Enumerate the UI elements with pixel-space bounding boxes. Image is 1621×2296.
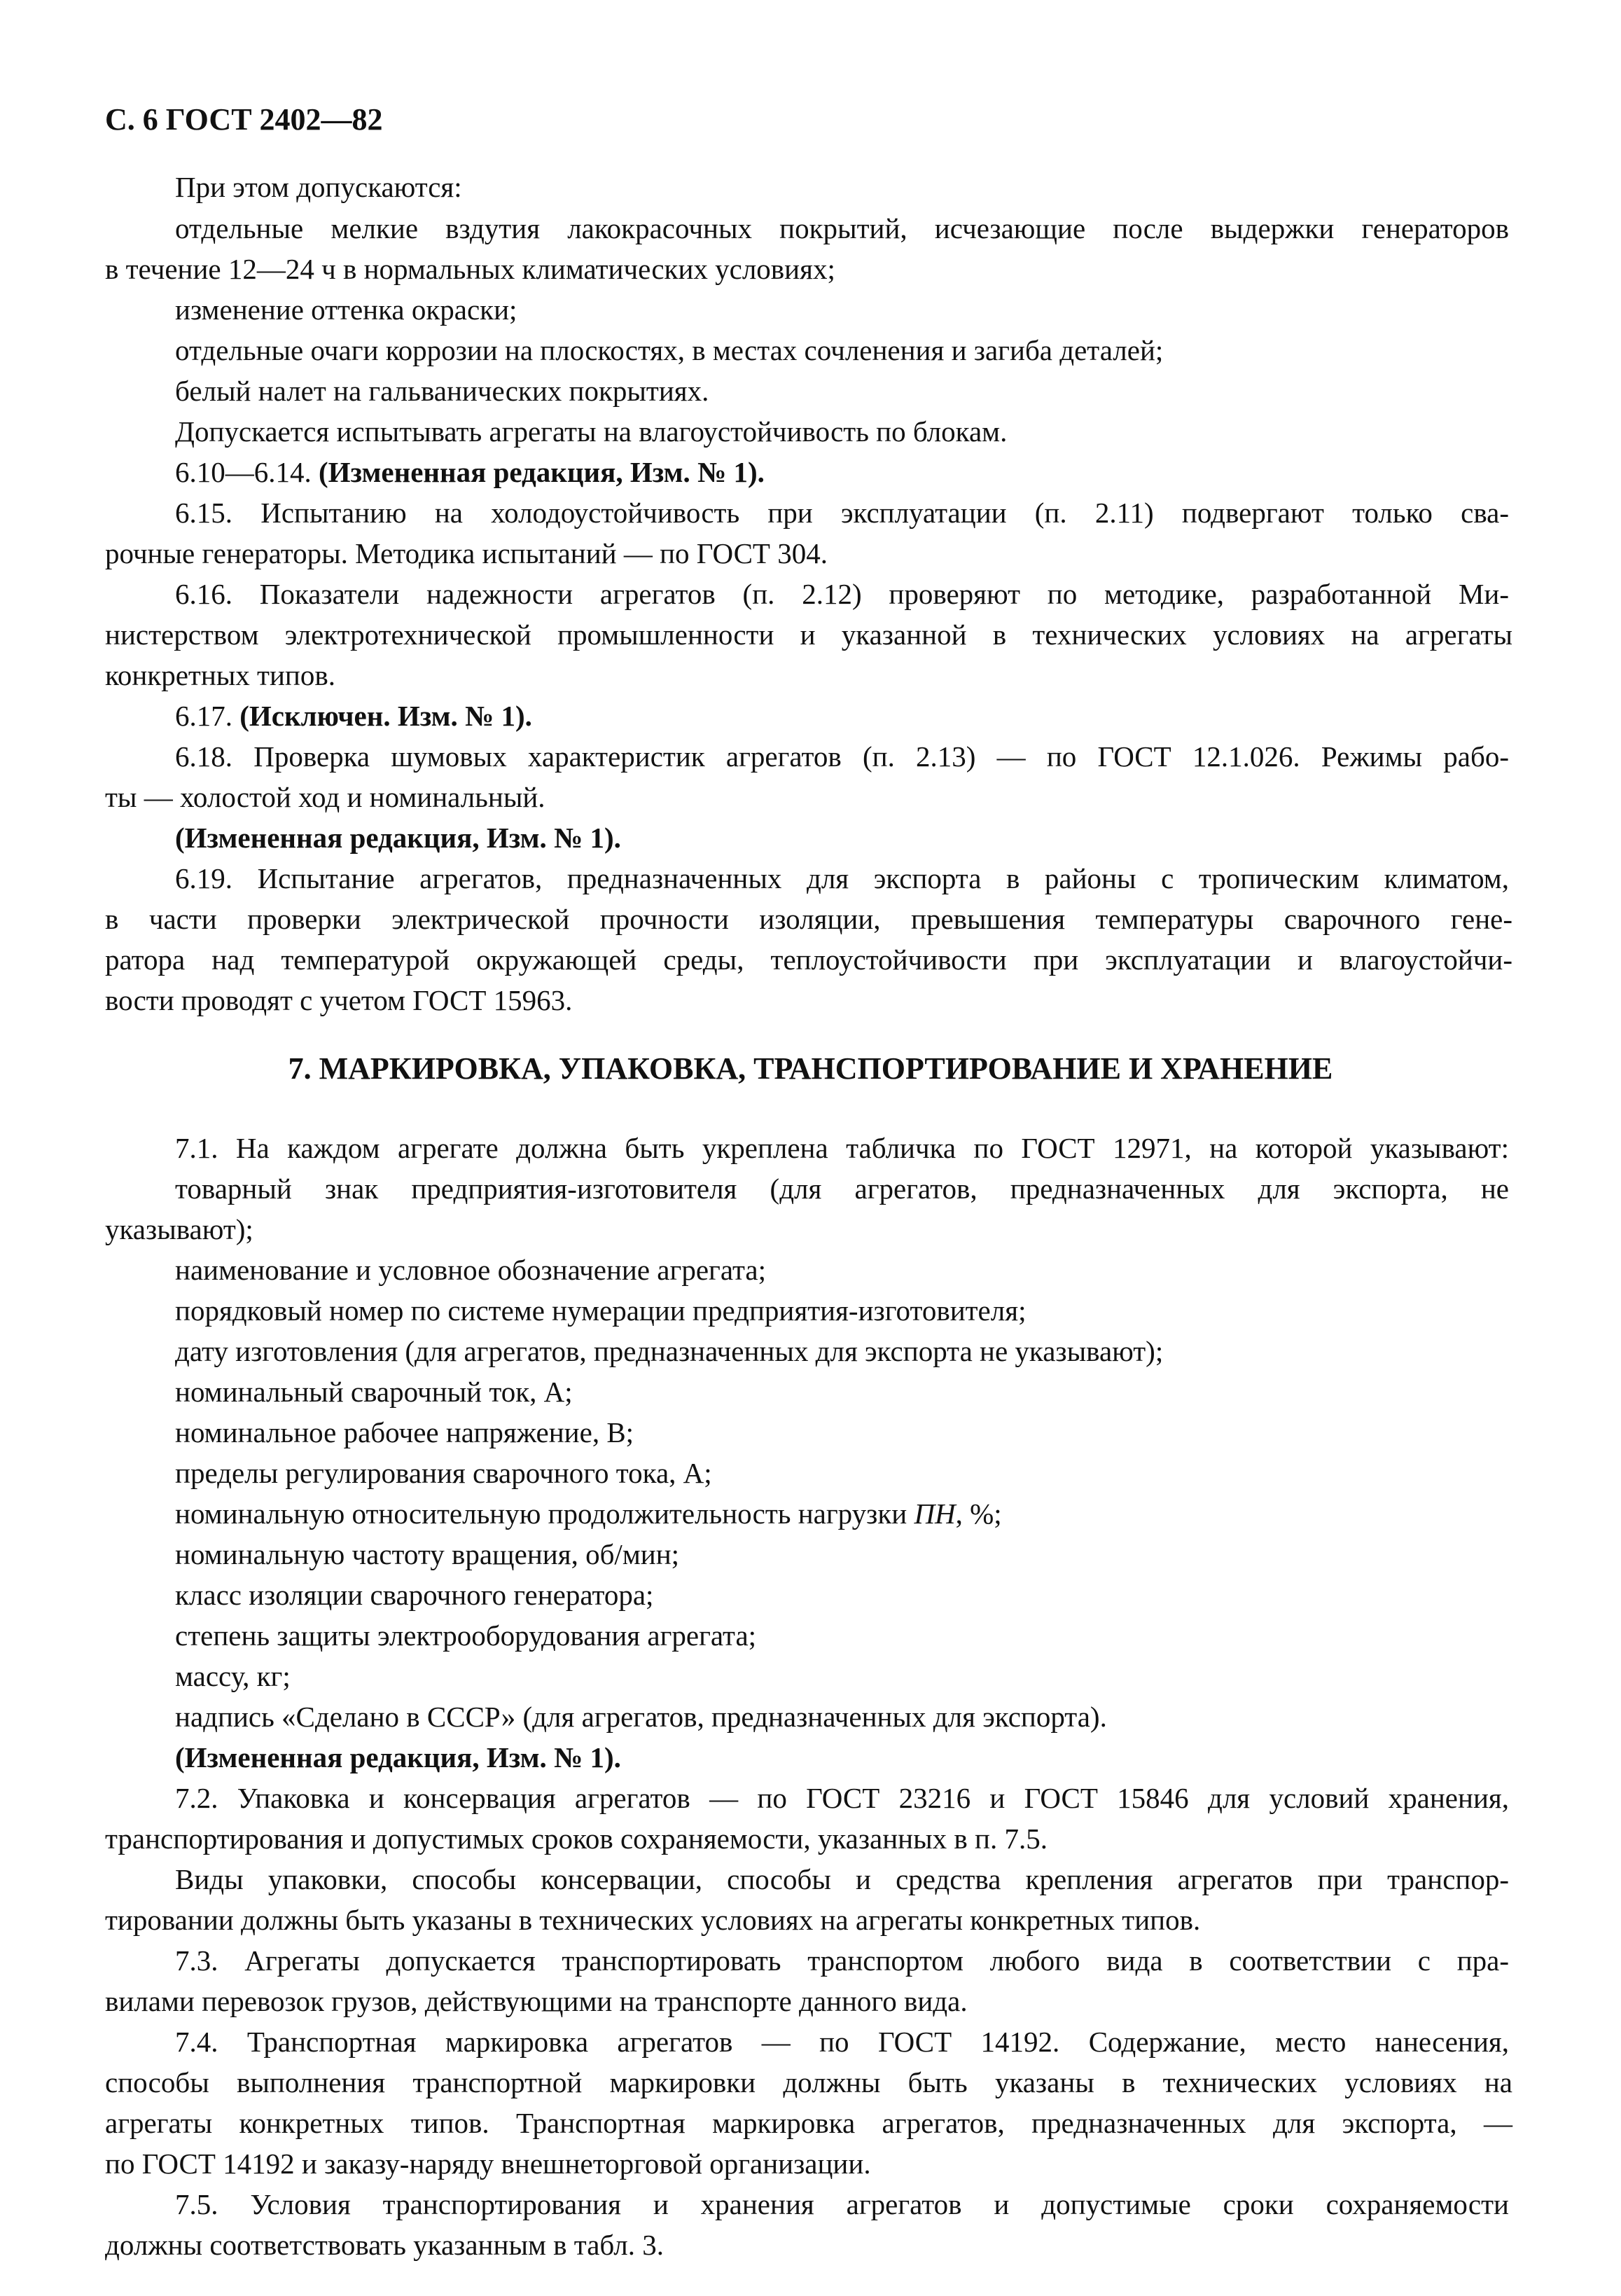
- text-line: пределы регулирования сварочного тока, А;: [175, 1457, 712, 1489]
- text-line: дату изготовления (для агрегатов, предназначенных для экспорта не указывают);: [175, 1335, 1164, 1367]
- text-line: транспортирования и допустимых сроков сохраняемости, указанных в п. 7.5.: [105, 1823, 1048, 1855]
- text-line: в части проверки электрической прочности изоляции, превышения температуры сварочного гене-: [105, 903, 1512, 935]
- text-line: 7.1. На каждом агрегате должна быть укреплена табличка по ГОСТ 12971, на которой указывают:: [175, 1132, 1509, 1164]
- clause-number: 6.10—6.14.: [175, 456, 312, 488]
- text-line: Виды упаковки, способы консервации, способы и средства крепления агрегатов при транспор-: [175, 1863, 1509, 1895]
- text-line: ратора над температурой окружающей среды, теплоустойчивости при эксплуатации и влагоустойчи-: [105, 943, 1512, 976]
- text-line: наименование и условное обозначение агрегата;: [175, 1254, 766, 1286]
- text-line: степень защиты электрооборудования агрегата;: [175, 1619, 757, 1652]
- section-title: 7. МАРКИРОВКА, УПАКОВКА, ТРАНСПОРТИРОВАНИЕ И ХРАНЕНИЕ: [288, 1051, 1333, 1086]
- text-line: класс изоляции сварочного генератора;: [175, 1579, 654, 1611]
- text-segment: номинальную относительную продолжительность нагрузки: [175, 1498, 907, 1530]
- text-line: вости проводят с учетом ГОСТ 15963.: [105, 984, 573, 1016]
- text-line: 6.18. Проверка шумовых характеристик агрегатов (п. 2.13) — по ГОСТ 12.1.026. Режимы рабо-: [175, 740, 1509, 773]
- text-line: номинальный сварочный ток, А;: [175, 1376, 573, 1408]
- text-line: способы выполнения транспортной маркировки должны быть указаны в технических условиях на: [105, 2066, 1512, 2098]
- text-line: изменение оттенка окраски;: [175, 293, 517, 326]
- text-line: [175, 452, 765, 492]
- text-line: белый налет на гальванических покрытиях.: [175, 375, 709, 407]
- text-line: указывают);: [105, 1213, 253, 1245]
- italic-symbol: ПН: [914, 1498, 956, 1530]
- clause-number: 6.17.: [175, 700, 232, 732]
- text-line: номинальную частоту вращения, об/мин;: [175, 1538, 680, 1570]
- text-line: массу, кг;: [175, 1660, 291, 1692]
- text-line: ты — холостой ход и номинальный.: [105, 781, 545, 813]
- text-line: агрегаты конкретных типов. Транспортная маркировка агрегатов, предназначенных для экспорта, —: [105, 2107, 1512, 2139]
- revision-note: (Измененная редакция, Изм. № 1).: [175, 1741, 621, 1773]
- text-line: 7.5. Условия транспортирования и хранения агрегатов и допустимые сроки сохраняемости: [175, 2188, 1509, 2220]
- text-segment: , %;: [955, 1498, 1002, 1530]
- text-line: 6.15. Испытанию на холодоустойчивость при эксплуатации (п. 2.11) подвергают только сва-: [175, 497, 1509, 529]
- text-line: отдельные очаги коррозии на плоскостях, в местах сочленения и загиба деталей;: [175, 334, 1164, 366]
- text-line: 7.2. Упаковка и консервация агрегатов — по ГОСТ 23216 и ГОСТ 15846 для условий хранения,: [175, 1782, 1509, 1814]
- text-line: 6.19. Испытание агрегатов, предназначенных для экспорта в районы с тропическим климатом,: [175, 862, 1509, 894]
- text-line: товарный знак предприятия-изготовителя (для агрегатов, предназначенных для экспорта, не: [175, 1173, 1509, 1205]
- text-line: по ГОСТ 14192 и заказу-наряду внешнеторговой организации.: [105, 2148, 871, 2180]
- text-line: порядковый номер по системе нумерации предприятия-изготовителя;: [175, 1294, 1027, 1327]
- text-line: отдельные мелкие вздутия лакокрасочных покрытий, исчезающие после выдержки генераторов: [175, 212, 1509, 244]
- text-line: Допускается испытывать агрегаты на влагоустойчивость по блокам.: [175, 415, 1008, 448]
- text-line: должны соответствовать указанным в табл. 3.: [105, 2229, 664, 2261]
- text-line: номинальное рабочее напряжение, В;: [175, 1416, 634, 1448]
- excluded-note: (Исключен. Изм. № 1).: [239, 700, 532, 732]
- text-line: конкретных типов.: [105, 659, 335, 691]
- revision-note: (Измененная редакция, Изм. № 1).: [175, 822, 621, 854]
- page-header: С. 6 ГОСТ 2402—82: [105, 102, 383, 137]
- text-line: тировании должны быть указаны в технических условиях на агрегаты конкретных типов.: [105, 1904, 1201, 1936]
- text-line: 7.4. Транспортная маркировка агрегатов — по ГОСТ 14192. Содержание, место нанесения,: [175, 2026, 1509, 2058]
- text-line: При этом допускаются:: [175, 171, 462, 203]
- text-line: в течение 12—24 ч в нормальных климатических условиях;: [105, 253, 835, 285]
- text-line: надпись «Сделано в СССР» (для агрегатов, предназначенных для экспорта).: [175, 1701, 1107, 1733]
- text-line: рочные генераторы. Методика испытаний — по ГОСТ 304.: [105, 537, 828, 569]
- text-line: 7.3. Агрегаты допускается транспортировать транспортом любого вида в соответствии с пра-: [175, 1944, 1509, 1977]
- text-line: [175, 1493, 1002, 1534]
- text-line: вилами перевозок грузов, действующими на транспорте данного вида.: [105, 1985, 968, 2017]
- text-line: 6.16. Показатели надежности агрегатов (п. 2.12) проверяют по методике, разработанной Ми-: [175, 578, 1509, 610]
- text-line: [175, 696, 532, 736]
- text-line: нистерством электротехнической промышленности и указанной в технических условиях на агрегаты: [105, 618, 1512, 651]
- revision-note: (Измененная редакция, Изм. № 1).: [319, 456, 765, 488]
